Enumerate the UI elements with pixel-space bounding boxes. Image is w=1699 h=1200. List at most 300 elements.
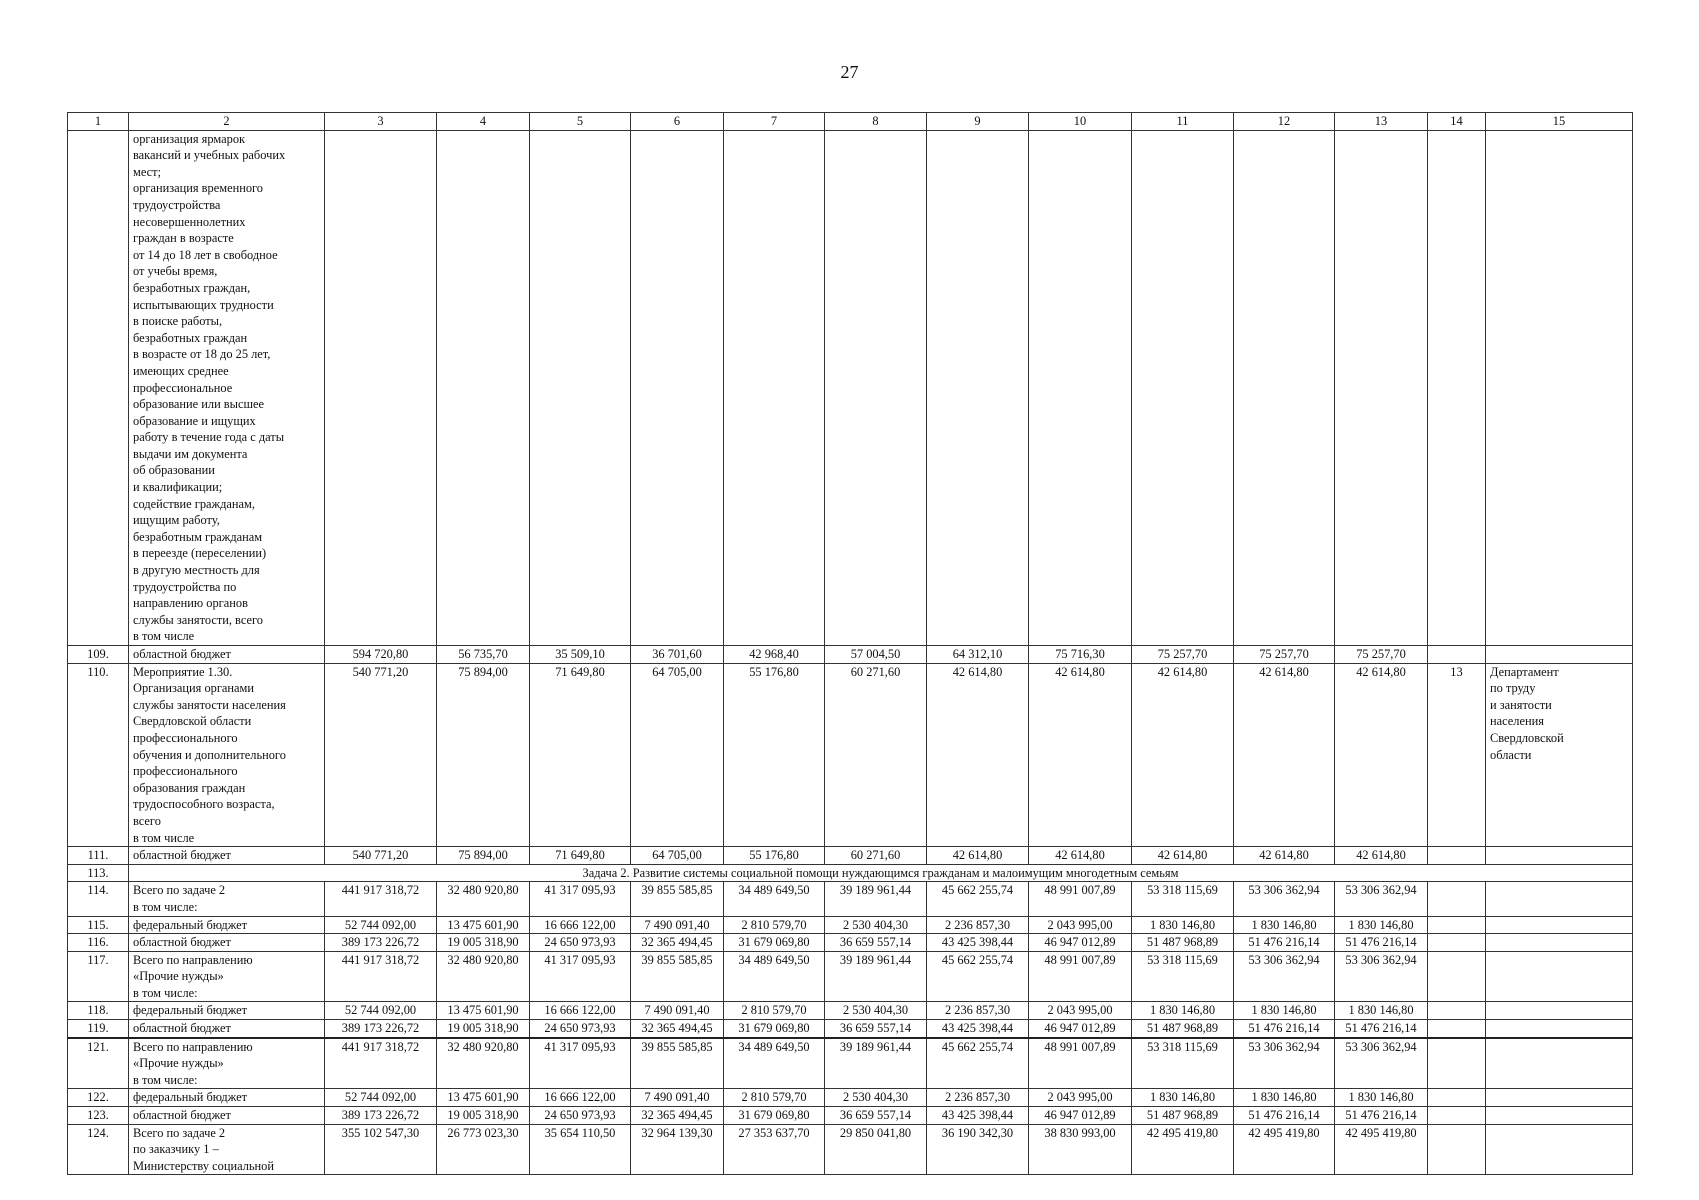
row-number-cell: 119. <box>68 1020 129 1038</box>
text-line: выдачи им документа <box>133 446 248 461</box>
description-cell <box>129 1038 325 1089</box>
value-cell: 2 043 995,00 <box>1029 1002 1132 1020</box>
value-cell: 16 666 122,00 <box>530 1089 631 1107</box>
text-line: в том числе <box>133 629 195 644</box>
value-cell: 2 530 404,30 <box>825 916 927 934</box>
row-number-cell: 117. <box>68 951 129 1002</box>
description-cell <box>129 882 325 916</box>
table-row <box>68 934 1633 952</box>
text-line: работу в течение года с даты <box>133 430 285 445</box>
value-cell: 2 043 995,00 <box>1029 1089 1132 1107</box>
text-line: образование или высшее <box>133 397 265 412</box>
value-cell: 60 271,60 <box>825 663 927 847</box>
text-line: трудоустройства по <box>133 579 237 594</box>
value-cell: 51 487 968,89 <box>1132 1020 1234 1038</box>
text-line: всего <box>133 813 161 828</box>
value-cell: 355 102 547,30 <box>325 1124 437 1175</box>
value-cell: 31 679 069,80 <box>724 934 825 952</box>
text-line: областной бюджет <box>133 848 231 863</box>
empty-cell <box>437 130 530 645</box>
section-title: Задача 2. Развитие системы социальной помощи нуждающимся гражданам и малоимущим многодетным семьям <box>129 864 1633 882</box>
value-cell: 19 005 318,90 <box>437 934 530 952</box>
value-cell: 32 365 494,45 <box>631 934 724 952</box>
value-cell: 52 744 092,00 <box>325 1002 437 1020</box>
value-cell: 31 679 069,80 <box>724 1020 825 1038</box>
column-number: 14 <box>1428 113 1486 131</box>
text-line: профессиональное <box>133 380 233 395</box>
text-line: в поиске работы, <box>133 314 223 329</box>
empty-cell <box>1335 130 1428 645</box>
value-cell: 1 830 146,80 <box>1132 916 1234 934</box>
value-cell: 19 005 318,90 <box>437 1020 530 1038</box>
value-cell: 42 495 419,80 <box>1132 1124 1234 1175</box>
target-indicator-cell <box>1428 882 1486 916</box>
column-number: 9 <box>927 113 1029 131</box>
value-cell: 24 650 973,93 <box>530 934 631 952</box>
value-cell: 540 771,20 <box>325 663 437 847</box>
column-number: 4 <box>437 113 530 131</box>
empty-cell <box>1428 130 1486 645</box>
value-cell: 71 649,80 <box>530 663 631 847</box>
value-cell: 441 917 318,72 <box>325 1038 437 1089</box>
value-cell: 42 614,80 <box>1029 847 1132 865</box>
value-cell: 36 701,60 <box>631 646 724 664</box>
target-indicator-cell <box>1428 646 1486 664</box>
text-line: областной бюджет <box>133 1108 231 1123</box>
text-line: образования граждан <box>133 780 246 795</box>
text-line: в возрасте от 18 до 25 лет, <box>133 347 271 362</box>
value-cell: 19 005 318,90 <box>437 1107 530 1125</box>
text-line: Департамент <box>1490 664 1559 679</box>
text-line: Всего по направлению <box>133 952 253 967</box>
target-indicator-cell <box>1428 1124 1486 1175</box>
text-line: в том числе: <box>133 899 198 914</box>
value-cell: 75 257,70 <box>1335 646 1428 664</box>
value-cell: 53 306 362,94 <box>1234 951 1335 1002</box>
text-line: по труду <box>1490 681 1536 696</box>
value-cell: 540 771,20 <box>325 847 437 865</box>
value-cell: 42 614,80 <box>927 847 1029 865</box>
value-cell: 43 425 398,44 <box>927 934 1029 952</box>
column-number: 13 <box>1335 113 1428 131</box>
text-line: федеральный бюджет <box>133 917 248 932</box>
text-line: мест; <box>133 164 162 179</box>
value-cell: 34 489 649,50 <box>724 1038 825 1089</box>
value-cell: 38 830 993,00 <box>1029 1124 1132 1175</box>
value-cell: 48 991 007,89 <box>1029 882 1132 916</box>
text-line: обучения и дополнительного <box>133 747 286 762</box>
table-row <box>68 916 1633 934</box>
value-cell: 1 830 146,80 <box>1335 1089 1428 1107</box>
value-cell: 32 964 139,30 <box>631 1124 724 1175</box>
text-line: безработных граждан <box>133 330 248 345</box>
description-cell <box>129 646 325 664</box>
column-number: 12 <box>1234 113 1335 131</box>
target-indicator-cell <box>1428 847 1486 865</box>
value-cell: 16 666 122,00 <box>530 916 631 934</box>
value-cell: 42 614,80 <box>1335 663 1428 847</box>
value-cell: 48 991 007,89 <box>1029 1038 1132 1089</box>
text-line: Мероприятие 1.30. <box>133 664 233 679</box>
value-cell: 389 173 226,72 <box>325 934 437 952</box>
text-line: профессионального <box>133 764 238 779</box>
row-number-cell: 124. <box>68 1124 129 1175</box>
value-cell: 60 271,60 <box>825 847 927 865</box>
value-cell: 51 487 968,89 <box>1132 934 1234 952</box>
value-cell: 42 614,80 <box>1234 663 1335 847</box>
column-number: 10 <box>1029 113 1132 131</box>
value-cell: 1 830 146,80 <box>1234 1089 1335 1107</box>
table-row <box>68 1038 1633 1089</box>
value-cell: 45 662 255,74 <box>927 951 1029 1002</box>
value-cell: 2 810 579,70 <box>724 916 825 934</box>
description-cell <box>129 1107 325 1125</box>
empty-cell <box>1234 130 1335 645</box>
value-cell: 34 489 649,50 <box>724 951 825 1002</box>
text-line: организация временного <box>133 181 263 196</box>
value-cell: 2 810 579,70 <box>724 1089 825 1107</box>
text-line: имеющих среднее <box>133 363 229 378</box>
value-cell: 41 317 095,93 <box>530 951 631 1002</box>
row-number-cell: 111. <box>68 847 129 865</box>
text-line: Всего по направлению <box>133 1039 253 1054</box>
value-cell: 7 490 091,40 <box>631 1089 724 1107</box>
value-cell: 13 475 601,90 <box>437 1089 530 1107</box>
responsible-executor-cell <box>1486 1124 1633 1175</box>
value-cell: 71 649,80 <box>530 847 631 865</box>
text-line: несовершеннолетних <box>133 214 246 229</box>
value-cell: 389 173 226,72 <box>325 1107 437 1125</box>
value-cell: 2 530 404,30 <box>825 1089 927 1107</box>
text-line: содействие гражданам, <box>133 496 255 511</box>
text-line: образование и ищущих <box>133 413 256 428</box>
description-cell <box>129 1089 325 1107</box>
target-indicator-cell <box>1428 951 1486 1002</box>
value-cell: 441 917 318,72 <box>325 882 437 916</box>
target-indicator-cell <box>1428 916 1486 934</box>
text-line: службы занятости населения <box>133 697 286 712</box>
value-cell: 48 991 007,89 <box>1029 951 1132 1002</box>
value-cell: 29 850 041,80 <box>825 1124 927 1175</box>
empty-cell <box>325 130 437 645</box>
value-cell: 56 735,70 <box>437 646 530 664</box>
value-cell: 51 487 968,89 <box>1132 1107 1234 1125</box>
value-cell: 2 236 857,30 <box>927 1002 1029 1020</box>
value-cell: 39 855 585,85 <box>631 1038 724 1089</box>
description-cell <box>129 916 325 934</box>
value-cell: 32 365 494,45 <box>631 1107 724 1125</box>
text-line: Всего по задаче 2 <box>133 1125 226 1140</box>
empty-cell <box>1486 130 1633 645</box>
value-cell: 53 318 115,69 <box>1132 882 1234 916</box>
text-line: в том числе: <box>133 1072 198 1087</box>
value-cell: 55 176,80 <box>724 663 825 847</box>
value-cell: 39 189 961,44 <box>825 882 927 916</box>
text-line: трудоспособного возраста, <box>133 797 275 812</box>
value-cell: 36 659 557,14 <box>825 1020 927 1038</box>
row-number-cell: 118. <box>68 1002 129 1020</box>
value-cell: 26 773 023,30 <box>437 1124 530 1175</box>
value-cell: 53 306 362,94 <box>1335 1038 1428 1089</box>
text-line: Свердловской <box>1490 730 1564 745</box>
row-number-cell: 121. <box>68 1038 129 1089</box>
value-cell: 1 830 146,80 <box>1335 1002 1428 1020</box>
target-indicator-cell <box>1428 1020 1486 1038</box>
value-cell: 53 306 362,94 <box>1234 882 1335 916</box>
table-row <box>68 882 1633 916</box>
value-cell: 389 173 226,72 <box>325 1020 437 1038</box>
value-cell: 45 662 255,74 <box>927 882 1029 916</box>
target-indicator-cell: 13 <box>1428 663 1486 847</box>
value-cell: 42 614,80 <box>1234 847 1335 865</box>
text-line: испытывающих трудности <box>133 297 274 312</box>
value-cell: 42 495 419,80 <box>1234 1124 1335 1175</box>
value-cell: 75 894,00 <box>437 663 530 847</box>
table-row <box>68 1107 1633 1125</box>
empty-cell <box>631 130 724 645</box>
value-cell: 46 947 012,89 <box>1029 934 1132 952</box>
text-line: в переезде (переселении) <box>133 546 267 561</box>
value-cell: 75 894,00 <box>437 847 530 865</box>
value-cell: 35 509,10 <box>530 646 631 664</box>
budget-table <box>67 112 1633 1175</box>
value-cell: 16 666 122,00 <box>530 1002 631 1020</box>
value-cell: 64 705,00 <box>631 847 724 865</box>
value-cell: 7 490 091,40 <box>631 1002 724 1020</box>
value-cell: 32 480 920,80 <box>437 951 530 1002</box>
target-indicator-cell <box>1428 1038 1486 1089</box>
text-line: областной бюджет <box>133 1021 231 1036</box>
table-row <box>68 847 1633 865</box>
table-row <box>68 130 1633 645</box>
value-cell: 24 650 973,93 <box>530 1107 631 1125</box>
text-line: и занятости <box>1490 697 1552 712</box>
value-cell: 52 744 092,00 <box>325 916 437 934</box>
value-cell: 2 530 404,30 <box>825 1002 927 1020</box>
text-line: об образовании <box>133 463 215 478</box>
row-number-cell: 122. <box>68 1089 129 1107</box>
text-line: и квалификации; <box>133 480 223 495</box>
value-cell: 32 365 494,45 <box>631 1020 724 1038</box>
row-number-cell: 116. <box>68 934 129 952</box>
empty-cell <box>530 130 631 645</box>
text-line: «Прочие нужды» <box>133 969 224 984</box>
text-line: федеральный бюджет <box>133 1003 248 1018</box>
value-cell: 53 318 115,69 <box>1132 1038 1234 1089</box>
text-line: Организация органами <box>133 681 255 696</box>
empty-cell <box>1029 130 1132 645</box>
text-line: граждан в возрасте <box>133 231 234 246</box>
value-cell: 51 476 216,14 <box>1234 1020 1335 1038</box>
responsible-executor-cell <box>1486 882 1633 916</box>
value-cell: 41 317 095,93 <box>530 882 631 916</box>
row-number-cell: 110. <box>68 663 129 847</box>
value-cell: 1 830 146,80 <box>1234 916 1335 934</box>
text-line: безработных граждан, <box>133 280 251 295</box>
row-number-cell <box>68 130 129 645</box>
target-indicator-cell <box>1428 1002 1486 1020</box>
empty-cell <box>927 130 1029 645</box>
column-number: 3 <box>325 113 437 131</box>
value-cell: 31 679 069,80 <box>724 1107 825 1125</box>
value-cell: 64 312,10 <box>927 646 1029 664</box>
target-indicator-cell <box>1428 1089 1486 1107</box>
responsible-executor-cell <box>1486 916 1633 934</box>
value-cell: 43 425 398,44 <box>927 1107 1029 1125</box>
responsible-executor-cell <box>1486 934 1633 952</box>
value-cell: 57 004,50 <box>825 646 927 664</box>
value-cell: 32 480 920,80 <box>437 1038 530 1089</box>
row-number-cell: 113. <box>68 864 129 882</box>
column-number: 2 <box>129 113 325 131</box>
value-cell: 39 189 961,44 <box>825 1038 927 1089</box>
value-cell: 42 614,80 <box>1335 847 1428 865</box>
description-cell <box>129 934 325 952</box>
value-cell: 42 495 419,80 <box>1335 1124 1428 1175</box>
text-line: Министерству социальной <box>133 1158 275 1173</box>
description-cell <box>129 847 325 865</box>
value-cell: 24 650 973,93 <box>530 1020 631 1038</box>
row-number-cell: 109. <box>68 646 129 664</box>
text-line: от учебы время, <box>133 264 218 279</box>
text-line: безработным гражданам <box>133 529 263 544</box>
value-cell: 53 306 362,94 <box>1335 882 1428 916</box>
column-number: 6 <box>631 113 724 131</box>
value-cell: 2 810 579,70 <box>724 1002 825 1020</box>
value-cell: 64 705,00 <box>631 663 724 847</box>
value-cell: 51 476 216,14 <box>1234 1107 1335 1125</box>
table-row <box>68 1002 1633 1020</box>
column-number: 15 <box>1486 113 1633 131</box>
value-cell: 594 720,80 <box>325 646 437 664</box>
column-number: 5 <box>530 113 631 131</box>
row-number-cell: 123. <box>68 1107 129 1125</box>
value-cell: 32 480 920,80 <box>437 882 530 916</box>
responsible-executor-cell <box>1486 1089 1633 1107</box>
value-cell: 51 476 216,14 <box>1335 1020 1428 1038</box>
empty-cell <box>1132 130 1234 645</box>
description-cell <box>129 951 325 1002</box>
value-cell: 53 306 362,94 <box>1335 951 1428 1002</box>
value-cell: 36 659 557,14 <box>825 1107 927 1125</box>
value-cell: 52 744 092,00 <box>325 1089 437 1107</box>
responsible-executor-cell <box>1486 1002 1633 1020</box>
value-cell: 41 317 095,93 <box>530 1038 631 1089</box>
value-cell: 27 353 637,70 <box>724 1124 825 1175</box>
text-line: Свердловской области <box>133 714 252 729</box>
value-cell: 42 614,80 <box>1029 663 1132 847</box>
column-number: 8 <box>825 113 927 131</box>
text-line: в том числе: <box>133 985 198 1000</box>
text-line: направлению органов <box>133 596 248 611</box>
responsible-executor-cell <box>1486 1107 1633 1125</box>
value-cell: 46 947 012,89 <box>1029 1107 1132 1125</box>
value-cell: 36 659 557,14 <box>825 934 927 952</box>
table-row <box>68 864 1633 882</box>
value-cell: 55 176,80 <box>724 847 825 865</box>
column-number: 1 <box>68 113 129 131</box>
value-cell: 1 830 146,80 <box>1132 1002 1234 1020</box>
text-line: федеральный бюджет <box>133 1090 248 1105</box>
target-indicator-cell <box>1428 1107 1486 1125</box>
value-cell: 2 236 857,30 <box>927 916 1029 934</box>
text-line: населения <box>1490 714 1544 729</box>
text-line: в другую местность для <box>133 563 260 578</box>
value-cell: 51 476 216,14 <box>1234 934 1335 952</box>
empty-cell <box>724 130 825 645</box>
responsible-executor-cell <box>1486 646 1633 664</box>
column-numbers-row <box>68 113 1633 131</box>
text-line: «Прочие нужды» <box>133 1056 224 1071</box>
value-cell: 39 855 585,85 <box>631 882 724 916</box>
value-cell: 1 830 146,80 <box>1335 916 1428 934</box>
responsible-executor-cell <box>1486 1038 1633 1089</box>
value-cell: 75 257,70 <box>1132 646 1234 664</box>
value-cell: 2 043 995,00 <box>1029 916 1132 934</box>
table-row <box>68 1089 1633 1107</box>
text-line: от 14 до 18 лет в свободное <box>133 247 278 262</box>
table-row <box>68 1124 1633 1175</box>
value-cell: 45 662 255,74 <box>927 1038 1029 1089</box>
value-cell: 35 654 110,50 <box>530 1124 631 1175</box>
value-cell: 441 917 318,72 <box>325 951 437 1002</box>
value-cell: 42 614,80 <box>1132 847 1234 865</box>
text-line: в том числе <box>133 830 195 845</box>
value-cell: 39 189 961,44 <box>825 951 927 1002</box>
value-cell: 53 318 115,69 <box>1132 951 1234 1002</box>
text-line: ищущим работу, <box>133 513 220 528</box>
value-cell: 2 236 857,30 <box>927 1089 1029 1107</box>
description-cell <box>129 663 325 847</box>
value-cell: 39 855 585,85 <box>631 951 724 1002</box>
value-cell: 7 490 091,40 <box>631 916 724 934</box>
text-line: областной бюджет <box>133 647 231 661</box>
value-cell: 13 475 601,90 <box>437 1002 530 1020</box>
description-cell <box>129 1124 325 1175</box>
table-row <box>68 663 1633 847</box>
value-cell: 75 716,30 <box>1029 646 1132 664</box>
value-cell: 42 968,40 <box>724 646 825 664</box>
page-number: 27 <box>840 62 859 82</box>
value-cell: 51 476 216,14 <box>1335 1107 1428 1125</box>
value-cell: 1 830 146,80 <box>1234 1002 1335 1020</box>
value-cell: 53 306 362,94 <box>1234 1038 1335 1089</box>
value-cell: 13 475 601,90 <box>437 916 530 934</box>
value-cell: 42 614,80 <box>1132 663 1234 847</box>
text-line: по заказчику 1 – <box>133 1142 219 1157</box>
column-number: 11 <box>1132 113 1234 131</box>
text-line: Всего по задаче 2 <box>133 883 226 898</box>
description-cell <box>129 1002 325 1020</box>
value-cell: 46 947 012,89 <box>1029 1020 1132 1038</box>
row-number-cell: 115. <box>68 916 129 934</box>
value-cell: 1 830 146,80 <box>1132 1089 1234 1107</box>
target-indicator-cell <box>1428 934 1486 952</box>
value-cell: 36 190 342,30 <box>927 1124 1029 1175</box>
responsible-executor-cell <box>1486 1020 1633 1038</box>
text-line: профессионального <box>133 730 238 745</box>
text-line: организация ярмарок <box>133 131 246 146</box>
text-line: службы занятости, всего <box>133 612 263 627</box>
value-cell: 42 614,80 <box>927 663 1029 847</box>
value-cell: 43 425 398,44 <box>927 1020 1029 1038</box>
value-cell: 75 257,70 <box>1234 646 1335 664</box>
table-row <box>68 646 1633 664</box>
responsible-executor-cell <box>1486 663 1633 847</box>
text-line: трудоустройства <box>133 197 221 212</box>
text-line: областной бюджет <box>133 935 231 950</box>
row-number-cell: 114. <box>68 882 129 916</box>
